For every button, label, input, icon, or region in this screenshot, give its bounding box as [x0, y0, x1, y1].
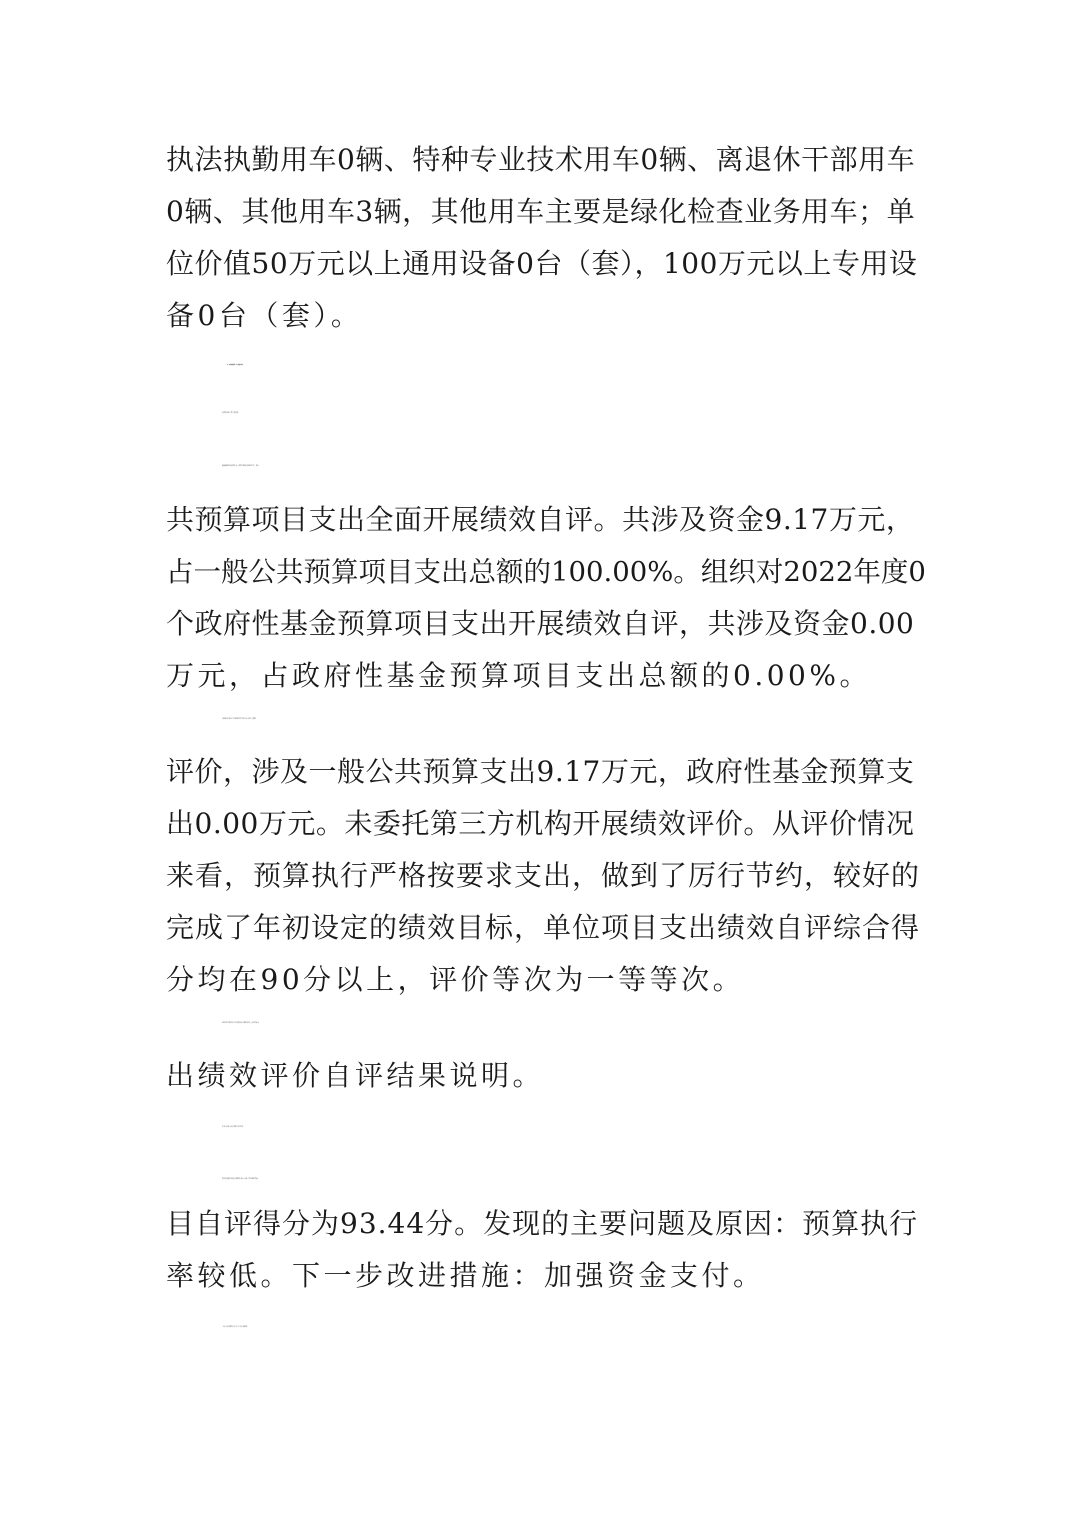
- paragraph-line: 共预算项目支出全面开展绩效自评。共涉及资金9.17万元，: [166, 503, 915, 536]
- paragraph-line: 位价值50万元以上通用设备0台（套），100万元以上专用设: [166, 247, 918, 280]
- paragraph-line: 根据财政预算管理要求，我单位组织对2022年度一般公: [222, 466, 259, 467]
- paragraph-line: 占一般公共预算项目支出总额的100.00%。组织对2022年度0: [166, 556, 926, 588]
- paragraph-line: 我单位根据年初设定的绩效目标，绿化工作管理经费项: [222, 1179, 258, 1180]
- paragraph-line: 个政府性基金预算项目支出开展绩效自评，共涉及资金0.00: [166, 607, 915, 640]
- paragraph-line: 率较低。下一步改进措施：加强资金支付。: [166, 1259, 765, 1292]
- paragraph-line: 完成了年初设定的绩效目标，单位项目支出绩效自评综合得: [166, 911, 921, 944]
- paragraph-line: 出绩效评价自评结果说明。: [166, 1059, 545, 1092]
- paragraph-line: 分均在90分以上，评价等次为一等等次。: [166, 963, 745, 996]
- paragraph-line: 备0台（套）。: [166, 299, 363, 332]
- paragraph-line: 共组织对“绿化工作管理经费”等2个项目进行了绩效: [222, 719, 256, 720]
- subsection-title: 2.部门决算中项目绩效自评结果。: [222, 1127, 245, 1128]
- subsection-title: 1.绩效管理工作开展情况: [222, 413, 239, 414]
- paragraph-line: 来看，预算执行严格按要求支出，做到了厉行节约，较好的: [166, 859, 921, 892]
- section-heading: （四）预算绩效管理工作开展情况说明: [226, 365, 243, 366]
- paragraph-line: 万元，占政府性基金预算项目支出总额的0.00%。: [166, 659, 871, 692]
- paragraph-line: 《项目支出绩效自评表》详见后附附件。: [222, 1327, 249, 1328]
- paragraph-line: 目自评得分为93.44分。发现的主要问题及原因：预算执行: [166, 1207, 919, 1240]
- paragraph-line: 0辆、其他用车3辆，其他用车主要是绿化检查业务用车；单: [166, 195, 916, 228]
- paragraph-line: 执法执勤用车0辆、特种专业技术用车0辆、离退休干部用车: [166, 143, 916, 176]
- paragraph-line: 2022年度我单位未开展整体支出绩效评价，故无整体支: [222, 1023, 259, 1024]
- paragraph-line: 评价，涉及一般公共预算支出9.17万元，政府性基金预算支: [166, 755, 915, 788]
- paragraph-line: 出0.00万元。未委托第三方机构开展绩效评价。从评价情况: [166, 807, 915, 840]
